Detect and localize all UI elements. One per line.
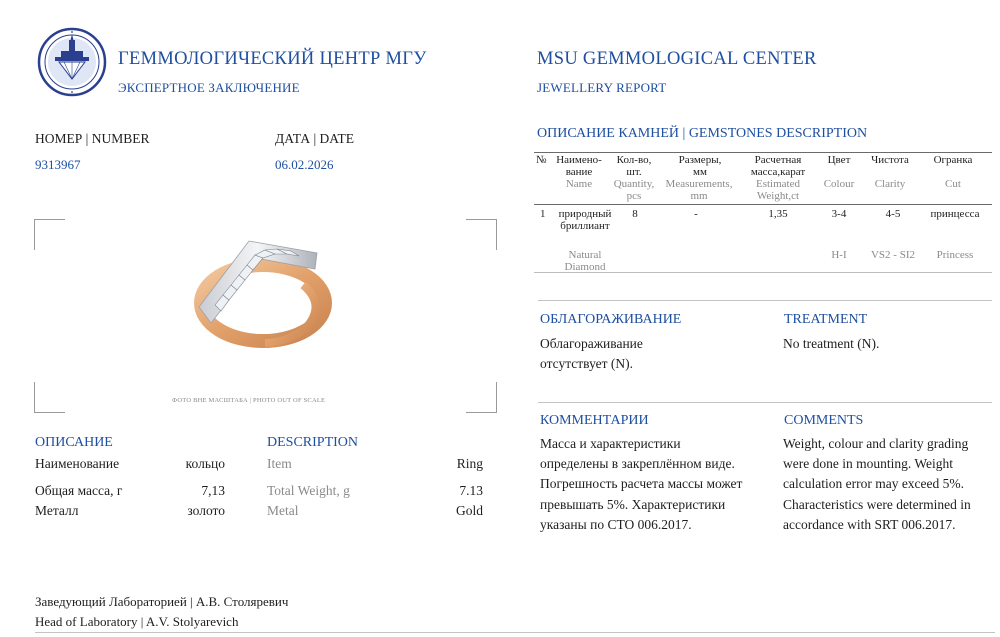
- item-en-label: Item: [267, 456, 292, 471]
- footer-signatory-en: Head of Laboratory | A.V. Stolyarevich: [35, 614, 239, 629]
- en-center-title: MSU GEMMOLOGICAL CENTER: [537, 49, 817, 69]
- td-clarity-ru: 4-5: [885, 208, 901, 220]
- metal-en-label: Metal: [267, 503, 299, 518]
- td-weight: 1,35: [768, 208, 788, 220]
- item-ru-label: Наименование: [35, 456, 120, 471]
- gemstones-table: [534, 152, 992, 274]
- number-value: 9313967: [35, 157, 81, 172]
- td-qty: 8: [632, 208, 638, 220]
- td-cut-en: Princess: [936, 249, 974, 261]
- description-ru-title: ОПИСАНИЕ: [35, 435, 113, 450]
- treatment-ru-title: ОБЛАГОРАЖИВАНИЕ: [540, 312, 682, 327]
- th-clarity-en: Clarity: [874, 178, 906, 190]
- ru-center-title: ГЕММОЛОГИЧЕСКИЙ ЦЕНТР МГУ: [118, 49, 427, 69]
- th-weight-en: Estimated Weight,ct: [756, 178, 800, 202]
- en-report-subtitle: JEWELLERY REPORT: [537, 80, 667, 95]
- treatment-ru-text: Облагораживание отсутствует (N).: [540, 336, 643, 372]
- td-colour-ru: 3-4: [831, 208, 847, 220]
- treatment-en-text: No treatment (N).: [783, 336, 880, 351]
- weight-ru-value: 7,13: [201, 483, 225, 498]
- td-colour-en: H-I: [831, 249, 847, 261]
- gemstones-title: ОПИСАНИЕ КАМНЕЙ | GEMSTONES DESCRIPTION: [537, 126, 868, 141]
- th-cut-ru: Огранка: [933, 154, 973, 166]
- item-ru-value: кольцо: [185, 456, 225, 471]
- weight-en-label: Total Weight, g: [267, 483, 350, 498]
- msu-logo-icon: [37, 27, 107, 97]
- th-name-ru: Наимено- вание: [556, 154, 602, 178]
- date-label: ДАТА | DATE: [275, 131, 355, 146]
- th-meas-en: Measurements, mm: [665, 178, 733, 202]
- th-num: №: [536, 154, 547, 166]
- th-qty-ru: Кол-во, шт.: [616, 154, 652, 178]
- frame-corner-br: [466, 382, 497, 413]
- th-qty-en: Quantity, pcs: [613, 178, 655, 202]
- th-clarity-ru: Чистота: [871, 154, 909, 166]
- comments-divider: [538, 402, 992, 403]
- weight-ru-label: Общая масса, г: [35, 483, 123, 498]
- ring-image-icon: [185, 225, 335, 355]
- weight-en-value: 7.13: [459, 483, 483, 498]
- metal-ru-label: Металл: [35, 503, 79, 518]
- photo-caption: ФОТО ВНЕ МАСШТАБА | PHOTO OUT OF SCALE: [172, 397, 326, 404]
- footer-signatory-ru: Заведующий Лабораторией | А.В. Столяревич: [35, 594, 289, 609]
- footer-divider: [35, 632, 995, 633]
- td-clarity-en: VS2 - SI2: [870, 249, 915, 261]
- th-weight-ru: Расчетная масса,карат: [750, 154, 806, 178]
- number-label: НОМЕР | NUMBER: [35, 131, 150, 146]
- th-meas-ru: Размеры, мм: [678, 154, 722, 178]
- item-en-value: Ring: [456, 456, 483, 471]
- treatment-en-title: TREATMENT: [784, 312, 868, 327]
- comments-en-text: Weight, colour and clarity grading were done in mounting. Weight calculation error may exceed 5%. Characteristics were determined in accordance with SRT 006.2017.: [783, 436, 971, 532]
- td-meas: -: [694, 208, 698, 220]
- frame-corner-tr: [466, 219, 497, 250]
- th-cut-en: Cut: [945, 178, 961, 190]
- comments-en-title: COMMENTS: [784, 413, 864, 428]
- metal-en-value: Gold: [456, 503, 483, 518]
- description-en-title: DESCRIPTION: [267, 435, 359, 450]
- td-num: 1: [540, 208, 546, 220]
- td-cut-ru: принцесса: [930, 208, 980, 220]
- date-value: 06.02.2026: [275, 157, 334, 172]
- comments-ru-title: КОММЕНТАРИИ: [540, 413, 649, 428]
- th-colour-ru: Цвет: [827, 154, 851, 166]
- th-colour-en: Colour: [823, 178, 855, 190]
- th-name-en: Name: [565, 178, 593, 190]
- td-name-ru: природный бриллиант: [558, 208, 612, 232]
- comments-ru-text: Масса и характеристики определены в закреплённом виде. Погрешность расчета массы может превышать 5%. Характеристики указаны по СТО 006.2017.: [540, 436, 743, 532]
- frame-corner-tl: [34, 219, 65, 250]
- treatment-divider: [538, 300, 992, 301]
- td-name-en: Natural Diamond: [564, 249, 606, 273]
- metal-ru-value: золото: [187, 503, 225, 518]
- frame-corner-bl: [34, 382, 65, 413]
- ru-report-subtitle: ЭКСПЕРТНОЕ ЗАКЛЮЧЕНИЕ: [118, 80, 300, 95]
